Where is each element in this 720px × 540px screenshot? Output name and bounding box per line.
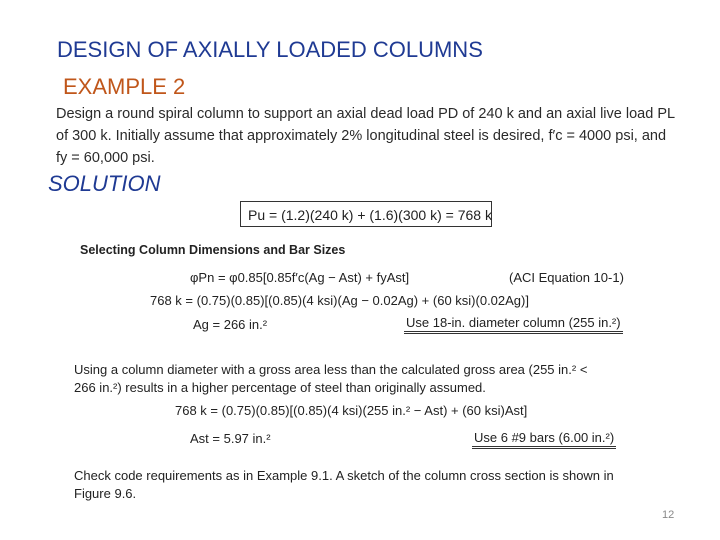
note-line: Check code requirements as in Example 9.1. A sketch of the column cross section is shown in	[74, 468, 614, 483]
nominal-strength-equation: φPn = φ0.85[0.85f′c(Ag − Ast) + fyAst]	[190, 270, 410, 285]
example-label: EXAMPLE 2	[63, 74, 186, 99]
problem-statement	[56, 103, 686, 169]
code-check-note	[74, 467, 634, 503]
section-heading: Selecting Column Dimensions and Bar Sizes	[80, 243, 346, 257]
column-size-result	[404, 315, 623, 330]
required-area-equation: 768 k = (0.75)(0.85)[(0.85)(4 ksi)(Ag − 0.02Ag) + (60 ksi)(0.02Ag)]	[150, 293, 529, 308]
solution-label: SOLUTION	[48, 171, 161, 196]
steel-area-equation: 768 k = (0.75)(0.85)[(0.85)(4 ksi)(255 in.² − Ast) + (60 ksi)Ast]	[175, 403, 528, 418]
problem-line: Design a round spiral column to support an axial dead load PD of 240 k and an axial live load PL	[56, 106, 676, 122]
bar-size-result	[472, 430, 616, 445]
page-number: 12	[662, 509, 675, 521]
column-size-text: Use 18-in. diameter column (255 in.²)	[404, 315, 623, 334]
problem-line: of 300 k. Initially assume that approximately 2% longitudinal steel is desired, f′c = 4000 psi, and	[56, 128, 667, 144]
pu-equation-box: Pu = (1.2)(240 k) + (1.6)(300 k) = 768 k	[240, 201, 492, 227]
gross-area-result: Ag = 266 in.²	[193, 317, 268, 332]
bar-size-text: Use 6 #9 bars (6.00 in.²)	[472, 430, 616, 449]
problem-line: fy = 60,000 psi.	[56, 150, 155, 166]
note-line: Using a column diameter with a gross area less than the calculated gross area (255 in.² <	[74, 362, 588, 377]
note-line: Figure 9.6.	[74, 486, 137, 501]
note-line: 266 in.²) results in a higher percentage of steel than originally assumed.	[74, 380, 486, 395]
gross-area-note	[74, 361, 634, 397]
steel-area-result: Ast = 5.97 in.²	[190, 431, 271, 446]
aci-equation-reference: (ACI Equation 10-1)	[509, 270, 624, 285]
slide-title: DESIGN OF AXIALLY LOADED COLUMNS	[57, 37, 483, 62]
